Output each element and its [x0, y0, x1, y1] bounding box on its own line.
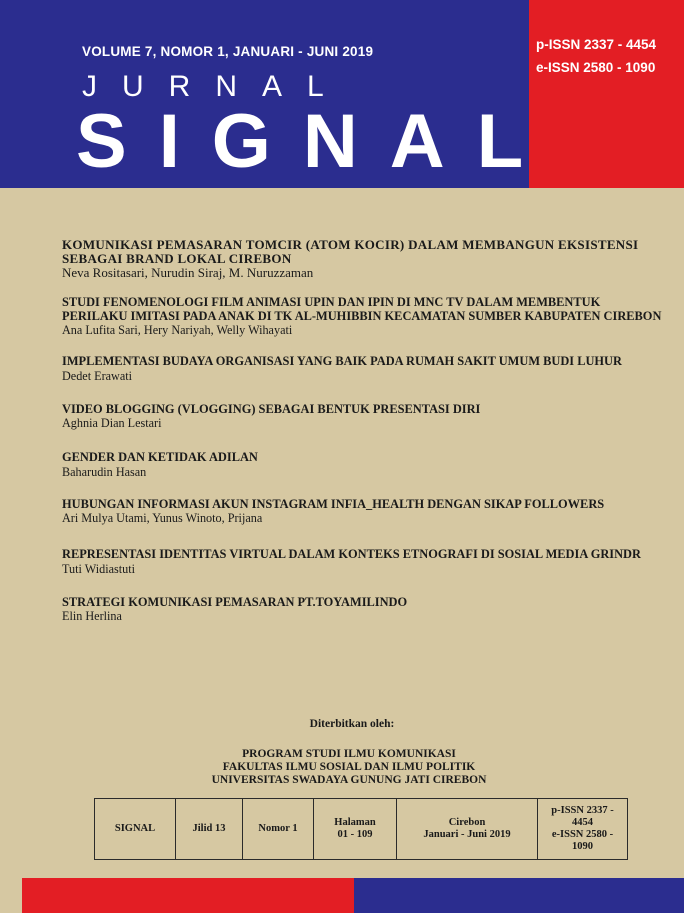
- publisher-university: UNIVERSITAS SWADAYA GUNUNG JATI CIREBON: [211, 774, 487, 786]
- article-authors: Ana Lufita Sari, Hery Nariyah, Welly Wihayati: [62, 323, 293, 337]
- publisher-label: Diterbitkan oleh:: [309, 718, 395, 730]
- article-authors: Ari Mulya Utami, Yunus Winoto, Prijana: [62, 511, 263, 525]
- period-value: Januari - Juni 2019: [423, 829, 511, 840]
- e-issn: e-ISSN 2580 - 1090: [536, 60, 656, 75]
- article-title: VIDEO BLOGGING (VLOGGING) SEBAGAI BENTUK PRESENTASI DIRI: [62, 401, 481, 416]
- article-title: HUBUNGAN INFORMASI AKUN INSTAGRAM INFIA_HEALTH DENGAN SIKAP FOLLOWERS: [62, 496, 605, 511]
- pages-label: Halaman: [334, 817, 376, 828]
- article-authors: Neva Rositasari, Nurudin Siraj, M. Nuruzzaman: [62, 265, 314, 280]
- article-item: [62, 596, 662, 624]
- volume-info: VOLUME 7, NOMOR 1, JANUARI - JUNI 2019: [82, 44, 374, 59]
- table-journal-cell: SIGNAL: [95, 799, 176, 860]
- publisher-faculty: FAKULTAS ILMU SOSIAL DAN ILMU POLITIK: [222, 761, 476, 773]
- article-title: STUDI FENOMENOLOGI FILM ANIMASI UPIN DAN IPIN DI MNC TV DALAM MEMBENTUK PERILAKU IMITASI PADA ANAK DI TK AL-MUHIBBIN KECAMATAN SUMBER KABUPATEN CIREBON: [62, 295, 662, 323]
- table-volume-cell: Jilid 13: [176, 799, 243, 860]
- table-row: [95, 799, 628, 860]
- article-list: [62, 238, 662, 623]
- journal-word: JURNAL: [82, 70, 349, 103]
- p-issn: p-ISSN 2337 - 4454: [536, 37, 657, 52]
- article-item: [62, 498, 662, 526]
- article-title: STRATEGI KOMUNIKASI PEMASARAN PT.TOYAMILINDO: [62, 594, 408, 609]
- article-authors: Baharudin Hasan: [62, 464, 147, 479]
- table-number-cell: Nomor 1: [243, 799, 314, 860]
- article-item: [62, 238, 662, 280]
- journal-info-table: [94, 798, 628, 860]
- journal-name: SIGNAL: [76, 99, 556, 184]
- publisher-program: PROGRAM STUDI ILMU KOMUNIKASI: [242, 748, 456, 760]
- article-title: REPRESENTASI IDENTITAS VIRTUAL DALAM KONTEKS ETNOGRAFI DI SOSIAL MEDIA GRINDR: [62, 547, 641, 561]
- article-item: [62, 296, 662, 337]
- article-item: [62, 548, 662, 576]
- table-issn-cell: [538, 799, 628, 860]
- article-authors: Aghnia Dian Lestari: [62, 416, 162, 430]
- article-title: KOMUNIKASI PEMASARAN TOMCIR (ATOM KOCIR) DALAM MEMBANGUN EKSISTENSI SEBAGAI BRAND LOKAL CIREBON: [62, 237, 639, 266]
- footer-blue-band: [354, 878, 684, 913]
- publisher-block: [7, 748, 684, 787]
- table-p-issn: p-ISSN 2337 - 4454: [551, 805, 614, 828]
- table-pages-cell: [314, 799, 397, 860]
- article-authors: Elin Herlina: [62, 609, 122, 623]
- article-item: [62, 355, 662, 383]
- article-authors: Dedet Erawati: [62, 368, 133, 383]
- place-label: Cirebon: [448, 817, 486, 828]
- article-item: [62, 403, 662, 431]
- table-e-issn: e-ISSN 2580 - 1090: [551, 829, 614, 852]
- article-title: IMPLEMENTASI BUDAYA ORGANISASI YANG BAIK PADA RUMAH SAKIT UMUM BUDI LUHUR: [62, 354, 622, 368]
- article-item: [62, 451, 662, 479]
- article-authors: Tuti Widiastuti: [62, 561, 135, 576]
- table-place-cell: [397, 799, 538, 860]
- pages-value: 01 - 109: [337, 829, 373, 840]
- article-title: GENDER DAN KETIDAK ADILAN: [62, 450, 258, 464]
- footer-red-band: [22, 878, 354, 913]
